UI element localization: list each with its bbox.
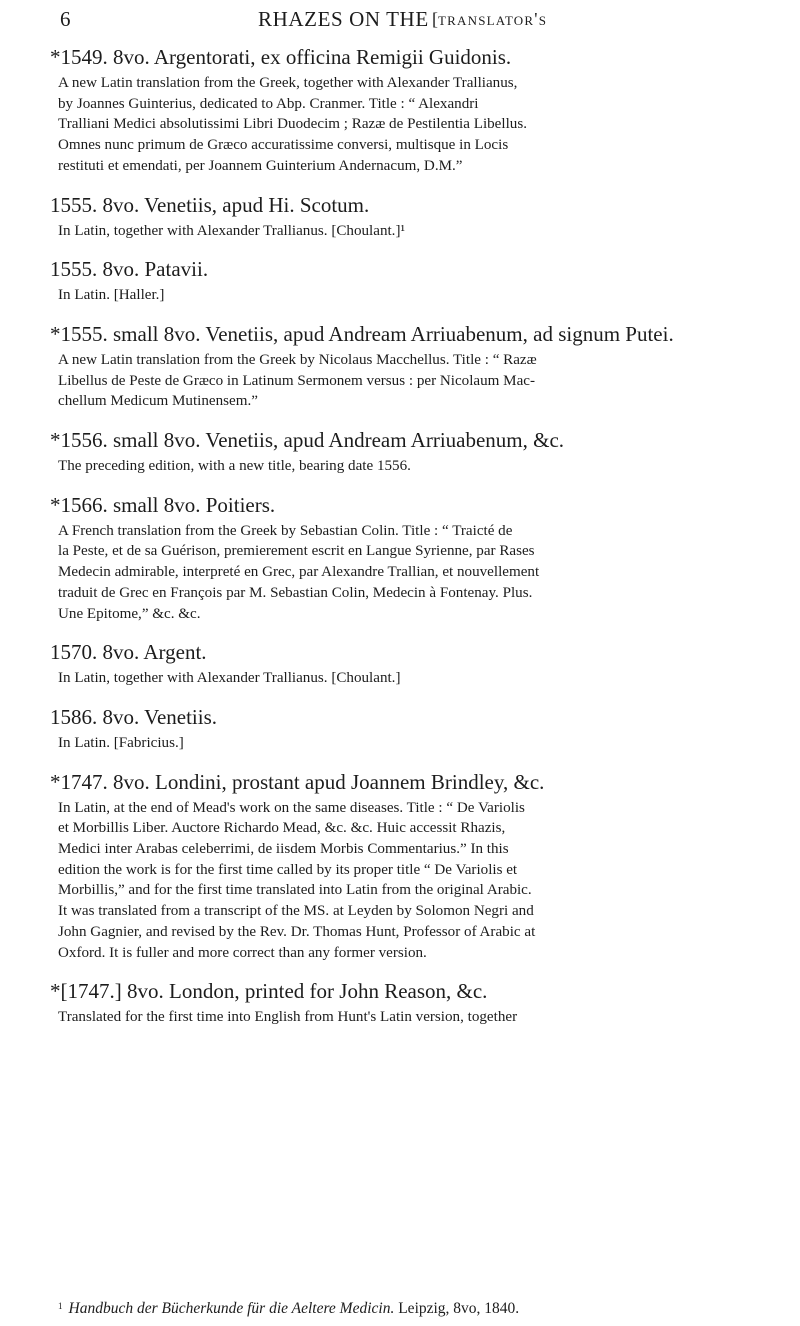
description-line: The preceding edition, with a new title, bearing date 1556. (58, 458, 411, 475)
description-line: et Morbillis Liber. Auctore Richardo Mead, &c. &c. Huic accessit Rhazis, (58, 820, 506, 837)
description-line: Translated for the first time into English from Hunt's Latin version, together (58, 1009, 518, 1026)
edition-description (50, 350, 762, 412)
description-line: In Latin, together with Alexander Trallianus. [Choulant.] (58, 670, 401, 687)
description-line: In Latin, at the end of Mead's work on the same diseases. Title : “ De Variolis (58, 799, 525, 816)
edition-heading: *1555. small 8vo. Venetiis, apud Andream Arriuabenum, ad signum Putei. (50, 321, 674, 346)
description-line: Medici inter Arabas celeberrimi, de iisdem Morbis Commentarius.” In this (58, 841, 509, 858)
description-line: la Peste, et de sa Guérison, premierement escrit en Langue Syrienne, par Rases (58, 543, 535, 560)
footnote-title: Handbuch der Bücherkunde für die Aeltere Medicin. (68, 1300, 395, 1317)
edition-entry (50, 192, 762, 242)
edition-heading: 1570. 8vo. Argent. (50, 640, 207, 665)
edition-heading: *[1747.] 8vo. London, printed for John Reason, &c. (50, 979, 488, 1004)
description-line: traduit de Grec en François par M. Sebastian Colin, Medecin à Fontenay. Plus. (58, 584, 533, 601)
footnote-imprint: Leipzig, 8vo, 1840. (398, 1300, 520, 1317)
description-line: In Latin, together with Alexander Trallianus. [Choulant.]¹ (58, 222, 406, 239)
edition-heading: 1555. 8vo. Patavii. (50, 257, 209, 282)
edition-list (50, 44, 762, 1043)
description-line: Medecin admirable, interpreté en Grec, par Alexandre Trallian, et nouvellement (58, 564, 540, 581)
edition-description (50, 1007, 762, 1028)
section-label (432, 4, 547, 34)
edition-description (50, 73, 762, 177)
edition-description (50, 733, 762, 754)
edition-entry (50, 978, 762, 1028)
edition-heading: *1566. small 8vo. Poitiers. (50, 492, 276, 517)
edition-entry (50, 492, 762, 625)
footnote (58, 1296, 770, 1319)
description-line: Une Epitome,” &c. &c. (58, 605, 201, 622)
edition-description (50, 221, 762, 242)
description-line: Tralliani Medici absolutissimi Libri Duodecim ; Razæ de Pestilentia Libellus. (58, 116, 527, 133)
edition-entry (50, 321, 762, 412)
description-line: chellum Medicum Mutinensem.” (58, 393, 258, 410)
description-line: edition the work is for the first time called by its proper title “ De Variolis et (58, 861, 518, 878)
description-line: Morbillis,” and for the first time translated into Latin from the original Arabic. (58, 882, 532, 899)
description-line: In Latin. [Haller.] (58, 287, 165, 304)
description-line: A new Latin translation from the Greek by Nicolaus Macchellus. Title : “ Razæ (58, 351, 537, 368)
section-name: translator's (438, 9, 548, 29)
description-line: Omnes nunc primum de Græco accuratissime conversi, multisque in Locis (58, 137, 509, 154)
edition-heading: 1555. 8vo. Venetiis, apud Hi. Scotum. (50, 192, 370, 217)
edition-entry (50, 704, 762, 754)
description-line: A new Latin translation from the Greek, together with Alexander Trallianus, (58, 75, 518, 91)
edition-entry (50, 256, 762, 306)
edition-heading: *1556. small 8vo. Venetiis, apud Andream Arriuabenum, &c. (50, 428, 565, 453)
running-title: RHAZES ON THE (258, 7, 429, 31)
edition-description (50, 798, 762, 964)
description-line: John Gagnier, and revised by the Rev. Dr. Thomas Hunt, Professor of Arabic at (58, 923, 536, 940)
page-number: 6 (60, 7, 71, 31)
edition-entry (50, 427, 762, 477)
description-line: restituti et emendati, per Joannem Guinterium Andernacum, D.M.” (58, 157, 463, 174)
description-line: A French translation from the Greek by Sebastian Colin. Title : “ Traicté de (58, 522, 513, 539)
running-header (60, 4, 778, 34)
description-line: In Latin. [Fabricius.] (58, 734, 184, 751)
edition-heading: *1549. 8vo. Argentorati, ex officina Remigii Guidonis. (50, 45, 512, 69)
description-line: by Joannes Guinterius, dedicated to Abp. Cranmer. Title : “ Alexandri (58, 95, 479, 112)
footnote-mark: 1 (58, 1301, 63, 1311)
description-line: Oxford. It is fuller and more correct than any former version. (58, 944, 427, 961)
edition-heading: *1747. 8vo. Londini, prostant apud Joannem Brindley, &c. (50, 769, 545, 794)
edition-description (50, 285, 762, 306)
edition-entry (50, 44, 762, 177)
edition-description (50, 456, 762, 477)
description-line: It was translated from a transcript of the MS. at Leyden by Solomon Negri and (58, 903, 534, 920)
section-bracket: [ (432, 9, 438, 29)
edition-description (50, 521, 762, 625)
edition-heading: 1586. 8vo. Venetiis. (50, 704, 218, 729)
edition-entry (50, 639, 762, 689)
edition-description (50, 668, 762, 689)
edition-entry (50, 769, 762, 964)
description-line: Libellus de Peste de Græco in Latinum Sermonem versus : per Nicolaum Mac- (58, 372, 536, 389)
